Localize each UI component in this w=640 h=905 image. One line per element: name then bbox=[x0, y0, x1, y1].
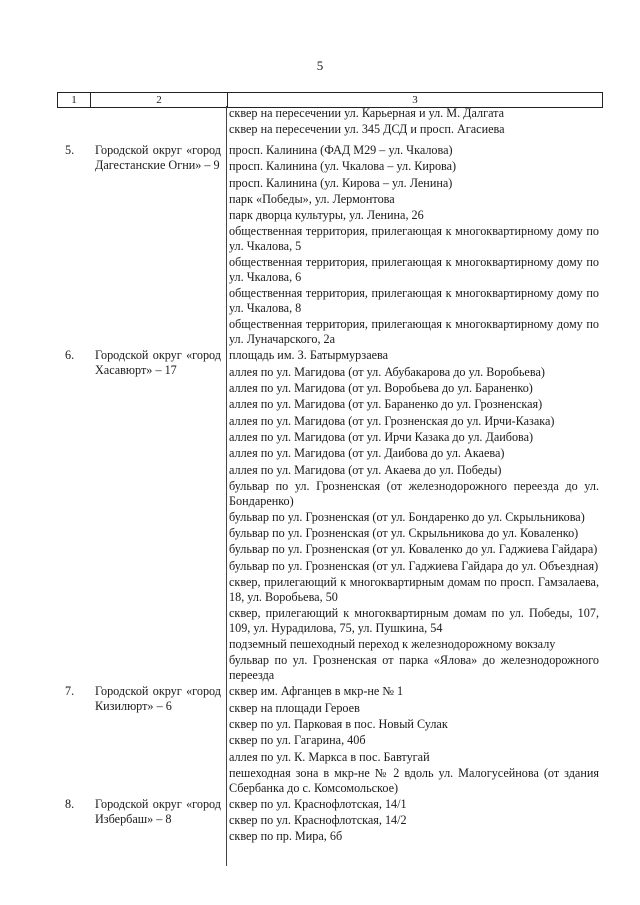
object-item: аллея по ул. Магидова (от ул. Акаева до ул. Победы) bbox=[229, 462, 502, 477]
district-name: Городской округ «город Кизилюрт» – 6 bbox=[95, 684, 221, 714]
object-item: пешеходная зона в мкр-не № 2 вдоль ул. Малогусейнова (от здания Сбербанка до с. Комсомольское) bbox=[229, 765, 599, 795]
object-item: общественная территория, прилегающая к многоквартирному дому по ул. Луначарского, 2а bbox=[229, 317, 599, 347]
object-item: сквер по ул. Краснофлотская, 14/2 bbox=[229, 813, 407, 828]
district-name: Городской округ «город Хасавюрт» – 17 bbox=[95, 348, 221, 378]
header-col-1: 1 bbox=[58, 93, 91, 107]
object-item: площадь им. З. Батырмурзаева bbox=[229, 348, 389, 363]
object-item: сквер на пересечении ул. 345 ДСД и просп. Агасиева bbox=[229, 122, 505, 137]
continuation-objects bbox=[229, 106, 599, 137]
object-item: аллея по ул. Магидова (от ул. Бараненко до ул. Грозненская) bbox=[229, 397, 543, 412]
object-item: бульвар по ул. Грозненская (от железнодорожного переезда до ул. Бондаренко) bbox=[229, 478, 599, 508]
object-item: сквер, прилегающий к многоквартирным домам по просп. Гамзалаева, 18, ул. Воробьева, 50 bbox=[229, 575, 599, 604]
object-item: аллея по ул. Магидова (от ул. Даибова до ул. Акаева) bbox=[229, 446, 505, 461]
object-item: общественная территория, прилегающая к многоквартирному дому по ул. Чкалова, 6 bbox=[229, 255, 599, 285]
district-name: Городской округ «город Избербаш» – 8 bbox=[95, 796, 221, 826]
page-number: 5 bbox=[316, 58, 324, 73]
object-item: аллея по ул. К. Маркса в пос. Бавтугай bbox=[229, 749, 430, 764]
object-item: аллея по ул. Магидова (от ул. Грозненская до ул. Ирчи-Казака) bbox=[229, 413, 555, 428]
object-item: аллея по ул. Магидова (от ул. Абубакарова до ул. Воробьева) bbox=[229, 364, 545, 379]
object-list bbox=[229, 684, 599, 795]
object-item: сквер по пр. Мира, 6б bbox=[229, 829, 343, 844]
row-number: 8. bbox=[65, 796, 75, 811]
object-item: просп. Калинина (ул. Чкалова – ул. Кирова) bbox=[229, 159, 457, 174]
object-item: сквер им. Афганцев в мкр-не № 1 bbox=[229, 684, 404, 699]
object-item: сквер по ул. Парковая в пос. Новый Сулак bbox=[229, 716, 448, 731]
table-row bbox=[57, 143, 601, 347]
object-item: сквер по ул. Краснофлотская, 14/1 bbox=[229, 796, 407, 811]
header-col-3: 3 bbox=[412, 94, 418, 106]
district-name: Городской округ «город Дагестанские Огни» – 9 bbox=[95, 143, 221, 172]
object-item: общественная территория, прилегающая к многоквартирному дому по ул. Чкалова, 5 bbox=[229, 224, 599, 254]
object-item: общественная территория, прилегающая к многоквартирному дому по ул. Чкалова, 8 bbox=[229, 286, 599, 316]
object-item: парк «Победы», ул. Лермонтова bbox=[229, 191, 395, 206]
table-body bbox=[57, 106, 601, 846]
object-item: бульвар по ул. Грозненская (от ул. Коваленко до ул. Гаджиева Гайдара) bbox=[229, 542, 598, 557]
object-list bbox=[229, 348, 599, 682]
object-item: парк дворца культуры, ул. Ленина, 26 bbox=[229, 208, 424, 223]
header-col-2: 2 bbox=[91, 93, 228, 107]
object-item: сквер на пересечении ул. Карьерная и ул. М. Далгата bbox=[229, 106, 505, 120]
object-item: сквер на площади Героев bbox=[229, 700, 360, 715]
column-divider bbox=[226, 106, 227, 866]
object-item: подземный пешеходный переход к железнодорожному вокзалу bbox=[229, 637, 556, 652]
object-item: просп. Калинина (ул. Кирова – ул. Ленина) bbox=[229, 175, 453, 190]
object-item: аллея по ул. Магидова (от ул. Воробьева до ул. Бараненко) bbox=[229, 381, 533, 396]
row-number: 7. bbox=[65, 684, 75, 699]
table-row bbox=[57, 348, 601, 682]
object-item: просп. Калинина (ФАД М29 – ул. Чкалова) bbox=[229, 143, 453, 157]
object-list bbox=[229, 143, 599, 347]
object-item: бульвар по ул. Грозненская от парка «Ялова» до железнодорожного переезда bbox=[229, 653, 599, 683]
object-item: бульвар по ул. Грозненская (от ул. Скрыльникова до ул. Коваленко) bbox=[229, 526, 579, 541]
object-list bbox=[229, 797, 599, 844]
table-row bbox=[57, 797, 601, 844]
row-number: 6. bbox=[65, 348, 75, 363]
row-number: 5. bbox=[65, 143, 75, 157]
object-item: бульвар по ул. Грозненская (от ул. Гаджиева Гайдара до ул. Объездная) bbox=[229, 558, 599, 573]
object-item: сквер, прилегающий к многоквартирным домам по ул. Победы, 107, 109, ул. Нурадилова, 75, ул. Пушкина, 54 bbox=[229, 606, 599, 635]
object-item: сквер по ул. Гагарина, 40б bbox=[229, 733, 366, 748]
object-item: бульвар по ул. Грозненская (от ул. Бондаренко до ул. Скрыльникова) bbox=[229, 509, 585, 524]
object-item: аллея по ул. Магидова (от ул. Ирчи Казака до ул. Даибова) bbox=[229, 429, 534, 444]
table-row bbox=[57, 684, 601, 795]
